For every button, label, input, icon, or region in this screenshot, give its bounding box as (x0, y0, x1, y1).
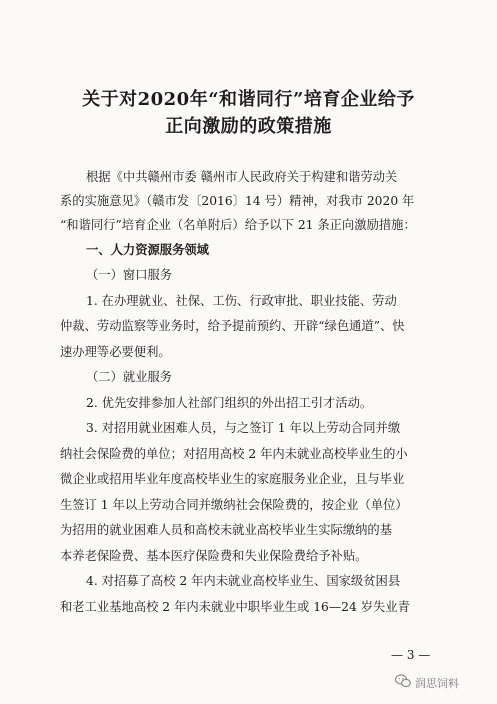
body-line: 根据《中共赣州市委 赣州市人民政府关于构建和谐劳动关 (86, 170, 398, 184)
watermark-text: 润思饲料 (415, 676, 459, 690)
body-line: 速办理等必要便利。 (60, 345, 171, 359)
body-line: 和老工业基地高校 2 年内未就业中职毕业生或 16—24 岁失业青 (60, 600, 410, 614)
watermark (395, 674, 459, 691)
body-line: 1. 在办理就业、社保、工伤、行政审批、职业技能、劳动 (86, 294, 397, 308)
body-line: 系的实施意见》（赣市发〔2016〕14 号）精神，对我市 2020 年 (60, 194, 415, 208)
document-title-line-2: 正向激励的政策措施 (165, 116, 332, 137)
body-line: “和谐同行”培育企业（名单附后）给予以下 21 条正向激励措施： (60, 218, 416, 232)
subsection-heading: （一）窗口服务 (86, 268, 173, 282)
body-line: 4. 对招募了高校 2 年内未就业高校毕业生、国家级贫困县 (86, 574, 401, 588)
wechat-icon (395, 674, 411, 691)
document-title-line-1: 关于对2020年“和谐同行”培育企业给予 (82, 89, 415, 110)
body-line: 仲裁、劳动监察等业务时，给予提前预约、开辟“绿色通道”、快 (60, 319, 405, 333)
page-number: — 3 — (391, 648, 431, 662)
body-line: 微企业或招用毕业年度高校毕业生的家庭服务业企业，且与毕业 (60, 472, 405, 486)
body-line: 为招用的就业困难人员和高校未就业高校毕业生实际缴纳的基 (60, 523, 393, 537)
section-heading: 一、人力资源服务领域 (86, 242, 209, 257)
body-line: 2. 优先安排参加人社部门组织的外出招工引才活动。 (86, 396, 373, 410)
body-line: 3. 对招用就业困难人员，与之签订 1 年以上劳动合同并缴 (86, 421, 401, 435)
body-line: 生签订 1 年以上劳动合同并缴纳社会保险费的，按企业（单位） (60, 498, 408, 512)
subsection-heading: （二）就业服务 (86, 370, 173, 384)
body-line: 本养老保险费、基本医疗保险费和失业保险费给予补贴。 (60, 549, 368, 563)
body-line: 纳社会保险费的单位；对招用高校 2 年内未就业高校毕业生的小 (60, 447, 408, 461)
